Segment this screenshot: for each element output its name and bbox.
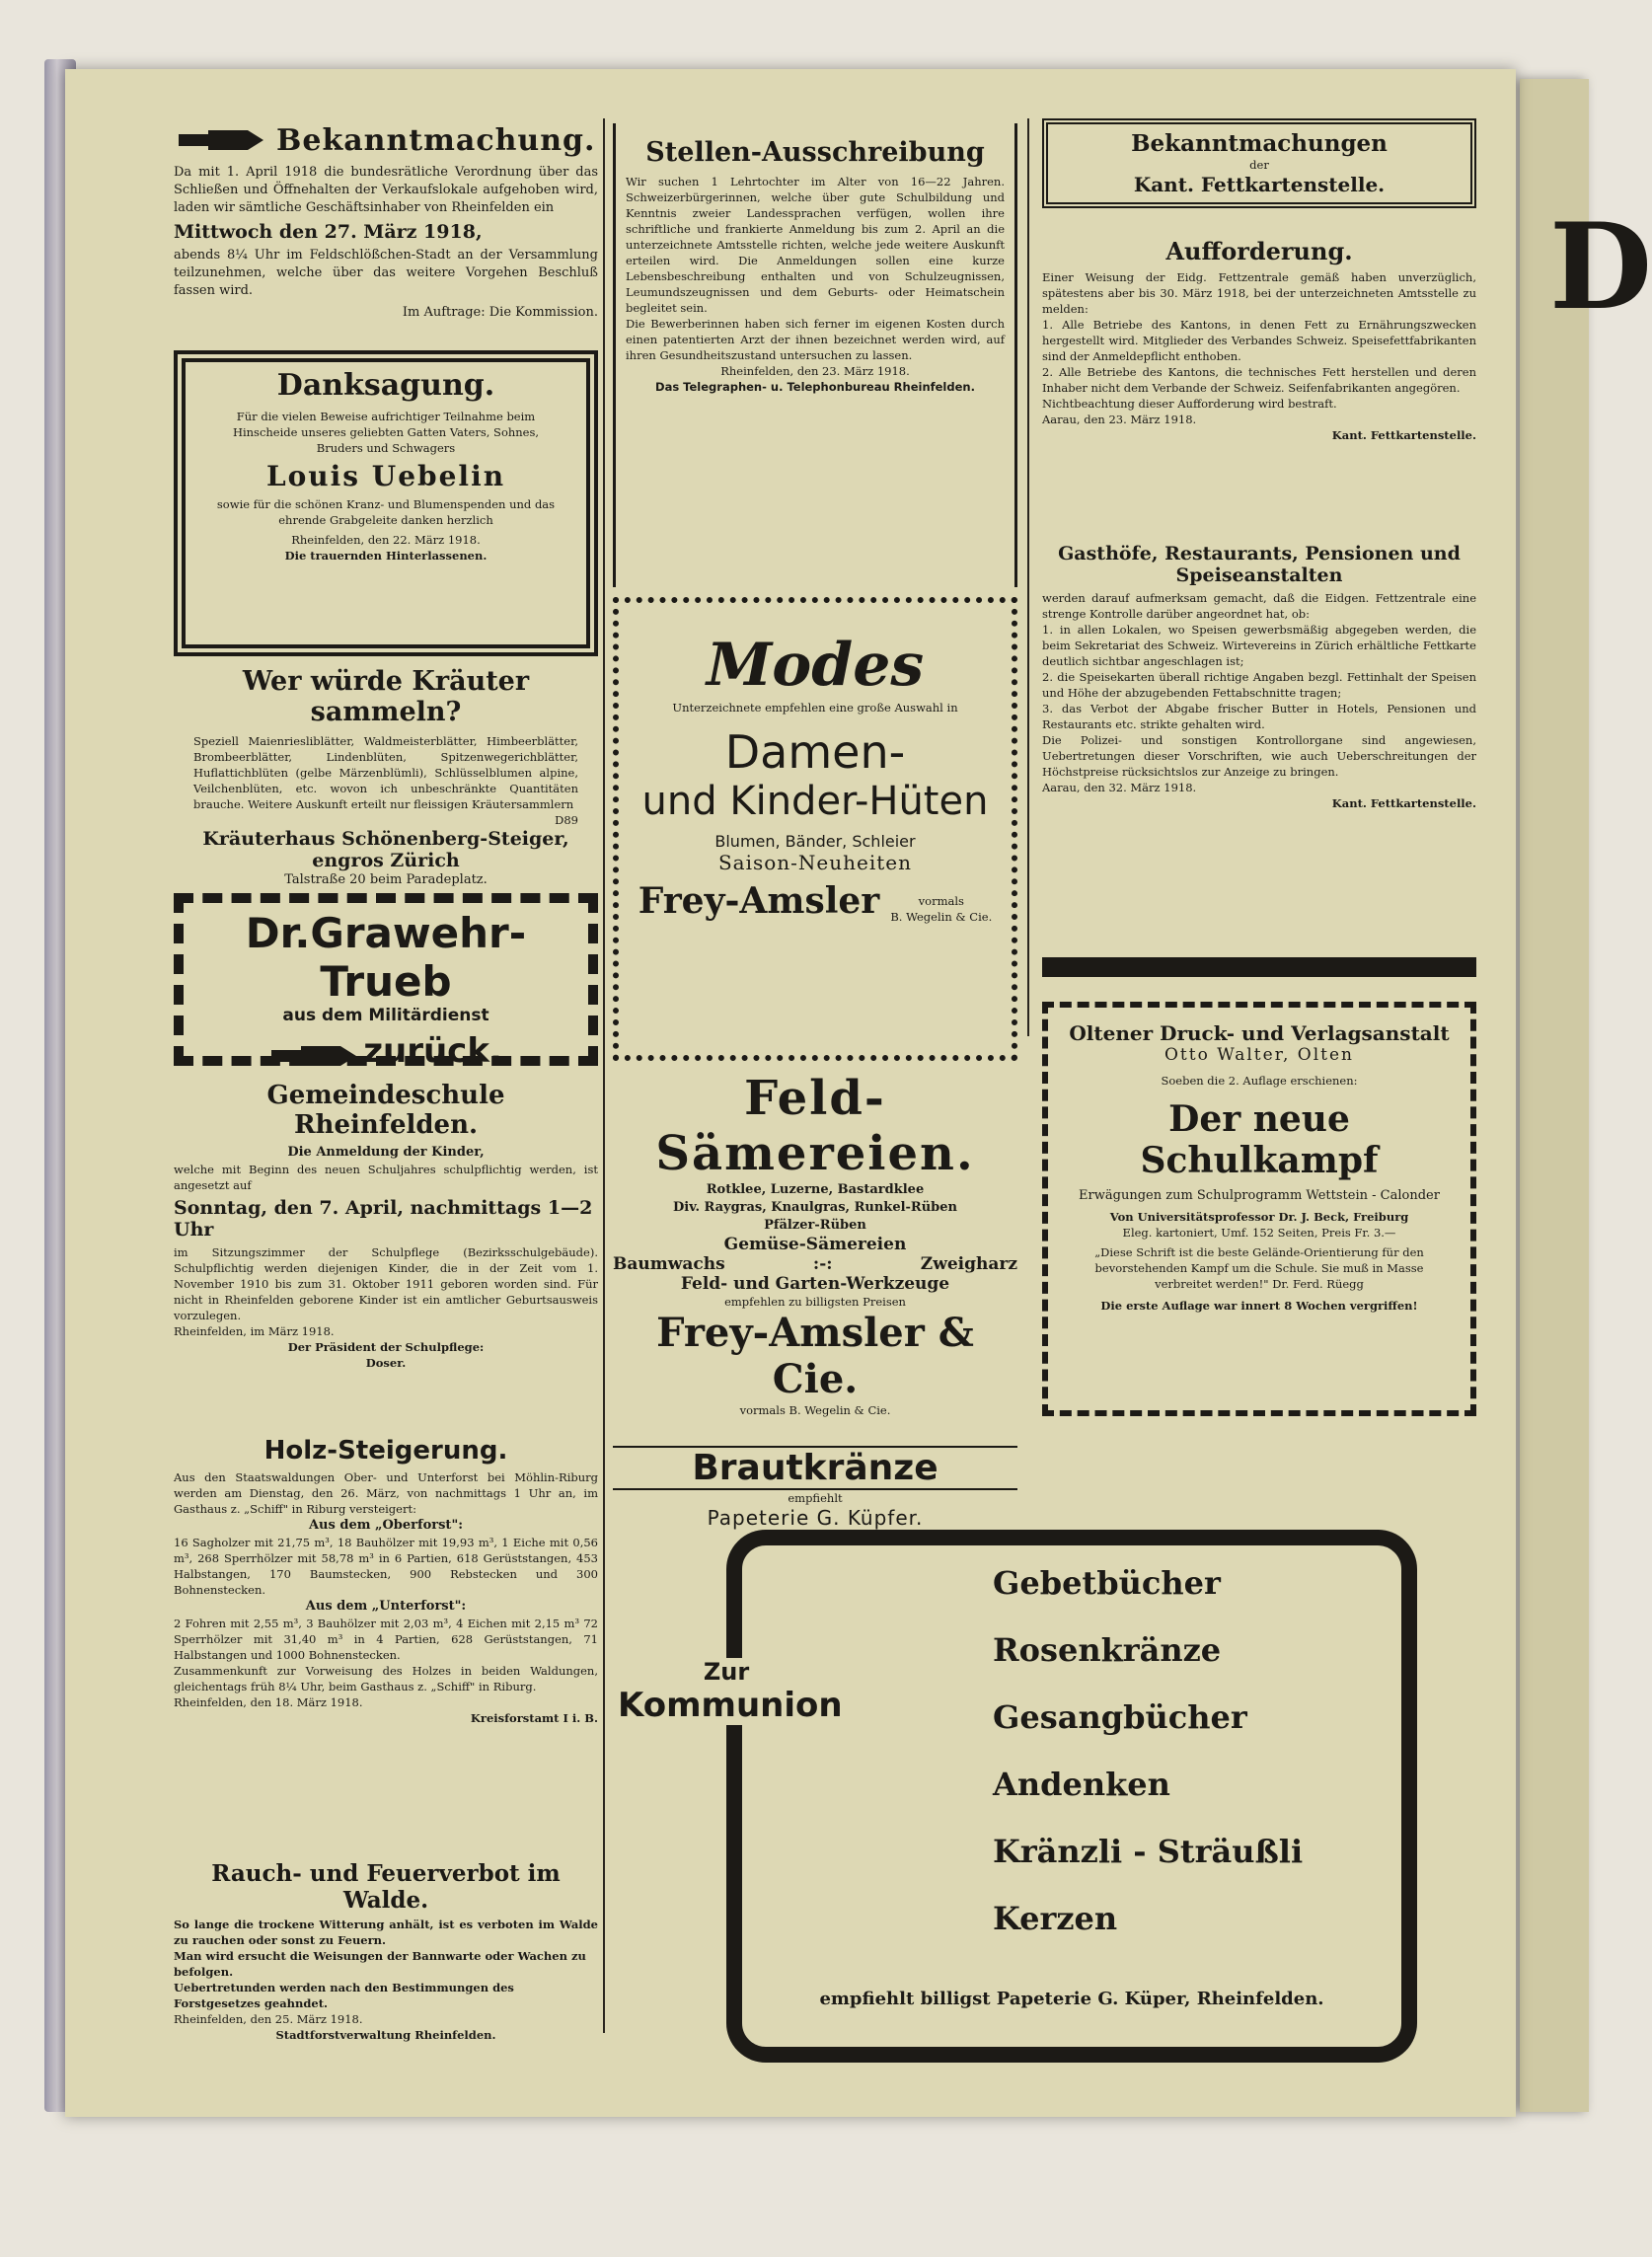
olten-ed: Soeben die 2. Auflage erschienen:: [1161, 1074, 1358, 1088]
gast-text: Die Polizei- und sonstigen Kontrollorgane sind angewiesen, Uebertretungen dieser Vorschriften, wie auch Ueberschreitungen der Höchstpreise rücksichtslos zur Anzeige zu bringen.: [1042, 733, 1476, 779]
schule-text2: im Sitzungszimmer der Schulpflege (Bezirksschulgebäude). Schulpflichtig werden diejenigen Kinder, die in der Zeit vom 1. November 1910 bis zum 31. Oktober 1911 geboren worden sind. Für nicht in Rheinfelden geborene Kinder ist ein amtlicher Geburtsausweis vorzulegen.: [174, 1245, 598, 1322]
ad-feld: Feld-Sämereien. Rotklee, Luzerne, Bastardklee Div. Raygras, Knaulgras, Runkel-Rüben Pfälzer-Rüben Gemüse-Sämereien Baumwachs :-: Zweigharz Feld- und Garten-Werkzeuge empfehlen zu billigsten Preisen Frey-Amsler & Cie. vormals B. Wegelin & Cie.: [613, 1071, 1017, 1417]
ad-bekanntmachung: [174, 123, 598, 322]
holz-place: Rheinfelden, den 18. März 1918.: [174, 1695, 363, 1709]
ad-danksagung: [174, 350, 598, 656]
kommunion-item: Rosenkränze: [993, 1631, 1222, 1669]
schule-sign1: Der Präsident der Schulpflege:: [287, 1340, 485, 1354]
bekannt-date: Mittwoch den 27. März 1918,: [174, 221, 483, 243]
kommunion-item: Kerzen: [993, 1900, 1118, 1937]
schule-title: Gemeindeschule Rheinfelden.: [266, 1081, 505, 1140]
feld-l5a: Baumwachs: [613, 1254, 725, 1274]
dank-sign: Die trauernden Hinterlassenen.: [284, 549, 488, 563]
schule-sub: Die Anmeldung der Kinder,: [287, 1145, 485, 1160]
column-rule: [603, 118, 605, 2033]
feld-l7: empfehlen zu billigsten Preisen: [724, 1295, 906, 1309]
kommunion-item: Gesangbücher: [993, 1698, 1247, 1736]
modes-line2: und Kinder-Hüten: [641, 779, 989, 824]
dank-text: Für die vielen Beweise aufrichtiger Teilnahme beim Hinscheide unseres geliebten Gatten Vaters, Sohnes, Bruders und Schwagers: [232, 410, 540, 455]
kommunion-item: Gebetbücher: [993, 1564, 1221, 1602]
holz-title: Holz-Steigerung.: [263, 1436, 508, 1466]
fett-auff: Aufforderung.: [1165, 237, 1353, 265]
feld-l3: Pfälzer-Rüben: [764, 1218, 866, 1233]
grawehr-line: aus dem Militärdienst: [282, 1006, 489, 1025]
feld-title: Feld-Sämereien.: [655, 1071, 975, 1181]
olten-sub: Erwägungen zum Schulprogramm Wettstein - Calonder: [1079, 1188, 1440, 1203]
kraeuter-firm: Kräuterhaus Schönenberg-Steiger, engros Zürich: [202, 828, 569, 871]
olten-owner: Otto Walter, Olten: [1164, 1045, 1354, 1065]
holz-zus: Zusammenkunft zur Vorweisung des Holzes in beiden Waldungen, gleichentags früh 8¼ Uhr, beim Gasthaus z. „Schiff" in Riburg.: [174, 1664, 598, 1693]
kraeuter-text: Speziell Maienriesliblätter, Waldmeisterblätter, Himbeerblätter, Brombeerblätter, Lindenblüten, Spitzenwegerichblätter, Huflattichblüten (gelbe Märzenblümli), Schlüsselblumen alpine, Veilchenblüten, etc. wovon ich unbeschränkte Quantitäten brauche. Weitere Auskunft erteilt nur fleissigen Kräutersammlern: [193, 734, 578, 811]
bekannt-sign: Im Auftrage: Die Kommission.: [402, 305, 598, 320]
kraeuter-title: Wer würde Kräuter sammeln?: [242, 666, 530, 727]
fett-title1: Bekanntmachungen: [1131, 130, 1388, 157]
holz-ober-text: 16 Sagholzer mit 21,75 m³, 18 Bauhölzer mit 19,93 m³, 1 Eiche mit 0,56 m³, 268 Sperrhölzer mit 58,78 m³ in 6 Partien, 618 Gerüststangen, 453 Halbstangen, 170 Baumstecken, 900 Rebstecken und 300 Bohnenstecken.: [174, 1536, 598, 1597]
column-rule: [1027, 118, 1029, 1036]
rauch-text3: Uebertretunden werden nach den Bestimmungen des Forstgesetzes geahndet.: [174, 1981, 514, 2010]
holz-ober: Aus dem „Oberforst":: [308, 1518, 464, 1533]
ad-kraeuter: [174, 666, 598, 889]
dank-place: Rheinfelden, den 22. März 1918.: [291, 533, 481, 547]
olten-firm: Oltener Druck- und Verlagsanstalt: [1069, 1021, 1450, 1045]
fett-header: [1042, 118, 1476, 208]
black-rule: [1042, 957, 1476, 977]
ad-fett: [1042, 237, 1476, 443]
feld-l6: Feld- und Garten-Werkzeuge: [680, 1274, 950, 1294]
stellen-text: Wir suchen 1 Lehrtochter im Alter von 16—22 Jahren. Schweizerbürgerinnen, welche über gute Schulbildung und Kenntnis zweier Landessprachen verfügen, wollen ihre schriftliche und frankierte Anmeldung bis zum 2. April an die unterzeichnete Amtsstelle richten, welche jede weitere Auskunft erteilen wird. Die Anmeldungen sollen eine kurze Lebensbeschreibung enthalten und von Schulzeugnissen, Leumundszeugnissen und dem Geburts- oder Heimatschein begleitet sein.: [626, 175, 1005, 315]
stellen-sign: Das Telegraphen- u. Telephonbureau Rheinfelden.: [655, 380, 975, 394]
rauch-text2: Man wird ersucht die Weisungen der Bannwarte oder Wachen zu befolgen.: [174, 1949, 586, 1979]
kommunion-footer: empfiehlt billigst Papeterie G. Küper, Rheinfelden.: [819, 1989, 1324, 2009]
braut-title: Brautkränze: [613, 1446, 1017, 1490]
rauch-place: Rheinfelden, den 25. März 1918.: [174, 2012, 363, 2026]
pointing-hand-icon: [177, 128, 265, 156]
kommunion-items: [993, 1549, 1388, 1952]
fett-warn: Nichtbeachtung dieser Aufforderung wird bestraft.: [1042, 397, 1337, 411]
feld-l1: Rotklee, Luzerne, Bastardklee: [706, 1182, 925, 1197]
ad-holzsteigerung: [174, 1436, 598, 1726]
ad-kommunion: [618, 1490, 1486, 2082]
fett-title2: Kant. Fettkartenstelle.: [1133, 173, 1386, 196]
modes-line4: Saison-Neuheiten: [717, 851, 913, 874]
fett-place: Aarau, den 23. März 1918.: [1042, 413, 1197, 426]
newspaper-page: [65, 69, 1516, 2117]
dank-name: Louis Uebelin: [265, 460, 506, 492]
grawehr-back: zurück.: [363, 1031, 502, 1071]
schule-text: welche mit Beginn des neuen Schuljahres schulpflichtig werden, ist angesetzt auf: [174, 1163, 598, 1192]
feld-l5b: Zweigharz: [920, 1254, 1017, 1274]
bekannt-text: Da mit 1. April 1918 die bundesrätliche Verordnung über das Schließen und Öffnehalten der Verkaufslokale aufgehoben wird, laden wir sämtliche Geschäftsinhaber von Rheinfelden ein: [174, 165, 598, 215]
gast-item3: 3. das Verbot der Abgabe frischer Butter in Hotels, Pensionen und Restaurants etc. strikte gehalten wird.: [1042, 702, 1476, 731]
holz-unter-text: 2 Fohren mit 2,55 m³, 3 Bauhölzer mit 2,03 m³, 4 Eichen mit 2,15 m³ 72 Sperrhölzer mit 31,40 m³ in 4 Partien, 628 Gerüststangen, 71 Halbstangen und 1000 Bohnenstecken.: [174, 1617, 598, 1662]
rauch-text: So lange die trockene Witterung anhält, ist es verboten im Walde zu rauchen oder sonst zu Feuern.: [174, 1918, 598, 1947]
gast-intro: werden darauf aufmerksam gemacht, daß die Eidgen. Fettzentrale eine strenge Kontrolle darüber angeordnet hat, ob:: [1042, 591, 1476, 621]
stellen-text2: Die Bewerberinnen haben sich ferner im eigenen Kosten durch einen patentierten Arzt der ihnen bezeichnet werden wird, auf ihren Gesundheitszustand untersuchen zu lassen.: [626, 317, 1005, 362]
schule-sign2: Doser.: [365, 1356, 407, 1370]
schule-place: Rheinfelden, im März 1918.: [174, 1324, 335, 1338]
dank-text2: sowie für die schönen Kranz- und Blumenspenden und das ehrende Grabgeleite danken herzlich: [216, 497, 556, 527]
fett-der: der: [1249, 158, 1269, 172]
ad-gasthoefe: [1042, 543, 1476, 811]
ad-modes: [613, 597, 1017, 1061]
olten-author: Von Universitätsprofessor Dr. J. Beck, Freiburg: [1109, 1210, 1409, 1224]
ad-olten: [1042, 1002, 1476, 1416]
fett-sign: Kant. Fettkartenstelle.: [1331, 428, 1476, 442]
gast-title: Gasthöfe, Restaurants, Pensionen und Speiseanstalten: [1058, 543, 1461, 586]
kraeuter-address: Talstraße 20 beim Paradeplatz.: [284, 872, 488, 887]
olten-note: Die erste Auflage war innert 8 Wochen vergriffen!: [1100, 1299, 1418, 1313]
modes-line3: Blumen, Bänder, Schleier: [714, 832, 916, 851]
modes-line1: Damen-: [724, 725, 906, 779]
gast-item1: 1. in allen Lokalen, wo Speisen gewerbsmäßig abgegeben werden, die beim Sekretariat des Schweiz. Wirtevereins in Zürich erhältliche Fettkarte deutlich sichtbar angeschlagen ist;: [1042, 623, 1476, 668]
fett-item2: 2. Alle Betriebe des Kantons, die technisches Fett herstellen und deren Inhaber nicht dem Verbande der Schweiz. Seifenfabrikanten angegören.: [1042, 365, 1476, 395]
fett-intro: Einer Weisung der Eidg. Fettzentrale gemäß haben unverzüglich, spätestens aber bis 30. März 1918, bei der unterzeichneten Amtsstelle zu melden:: [1042, 270, 1476, 316]
pointing-hand-icon: [269, 1044, 358, 1072]
gast-place: Aarau, den 32. März 1918.: [1042, 781, 1197, 794]
bekannt-title: Bekanntmachung.: [276, 123, 596, 158]
ad-gemeindeschule: [174, 1081, 598, 1371]
ad-grawehr: [174, 893, 598, 1071]
stellen-place: Rheinfelden, den 23. März 1918.: [720, 364, 910, 378]
kommunion-title: Kommunion: [618, 1686, 843, 1725]
gast-sign: Kant. Fettkartenstelle.: [1331, 796, 1476, 810]
bekannt-text2: abends 8¼ Uhr im Feldschlößchen-Stadt an der Versammlung teilzunehmen, welche über das weitere Vorgehen Beschluß fassen wird.: [174, 248, 598, 298]
grawehr-name: Dr.Grawehr-Trueb: [245, 909, 527, 1006]
next-page-edge: D: [1520, 79, 1589, 2112]
modes-title: Modes: [706, 631, 925, 700]
feld-prev: vormals B. Wegelin & Cie.: [739, 1403, 891, 1417]
kommunion-item: Andenken: [993, 1766, 1170, 1803]
kommunion-zur: Zur: [703, 1658, 750, 1686]
dank-title: Danksagung.: [276, 368, 495, 403]
stellen-title: Stellen-Ausschreibung: [645, 137, 985, 168]
feld-firm: Frey-Amsler & Cie.: [656, 1310, 974, 1402]
braut-firm: Papeterie G. Küpfer.: [707, 1506, 924, 1530]
rauch-title: Rauch- und Feuerverbot im Walde.: [211, 1860, 561, 1914]
holz-text: Aus den Staatswaldungen Ober- und Unterforst bei Möhlin-Riburg werden am Dienstag, den 26. März, von nachmittags 1 Uhr an, im Gasthaus z. „Schiff" in Riburg versteigert:: [174, 1470, 598, 1516]
modes-firm: Frey-Amsler: [638, 880, 880, 922]
holz-sign: Kreisforstamt I i. B.: [470, 1711, 598, 1725]
gast-item2: 2. die Speisekarten überall richtige Angaben bezgl. Fettinhalt der Speisen und Höhe der abzugebenden Fettabschnitte tragen;: [1042, 670, 1476, 700]
olten-title: Der neue Schulkampf: [1140, 1098, 1379, 1181]
feld-l4: Gemüse-Sämereien: [723, 1235, 907, 1254]
rauch-sign: Stadtforstverwaltung Rheinfelden.: [275, 2028, 496, 2042]
holz-unter: Aus dem „Unterforst":: [305, 1599, 467, 1614]
olten-price: Eleg. kartoniert, Umf. 152 Seiten, Preis Fr. 3.—: [1122, 1226, 1396, 1240]
fett-item1: 1. Alle Betriebe des Kantons, in denen Fett zu Ernährungszwecken hergestellt wird. Mitglieder des Verbandes Schweiz. Speisefettfabrikanten sind der Anmeldepflicht enthoben.: [1042, 318, 1476, 363]
kommunion-item: Kränzli - Sträußli: [993, 1833, 1304, 1870]
schule-date: Sonntag, den 7. April, nachmittags 1—2 Uhr: [174, 1197, 593, 1241]
modes-sub: Unterzeichnete empfehlen eine große Auswahl in: [672, 701, 958, 715]
ad-rauchverbot: [174, 1860, 598, 2043]
modes-vormals: vormals: [918, 893, 964, 908]
ad-stellen: [613, 123, 1017, 587]
braut-emp: empfiehlt: [788, 1491, 843, 1505]
olten-quote: „Diese Schrift ist die beste Gelände-Orientierung für den bevorstehenden Kampf um die Schule. Sie muß in Masse verbreitet werden!" Dr. Ferd. Rüegg: [1094, 1245, 1424, 1291]
modes-prev: B. Wegelin & Cie.: [890, 909, 993, 924]
kraeuter-code: D89: [555, 813, 578, 827]
feld-l2: Div. Raygras, Knaulgras, Runkel-Rüben: [672, 1200, 957, 1215]
